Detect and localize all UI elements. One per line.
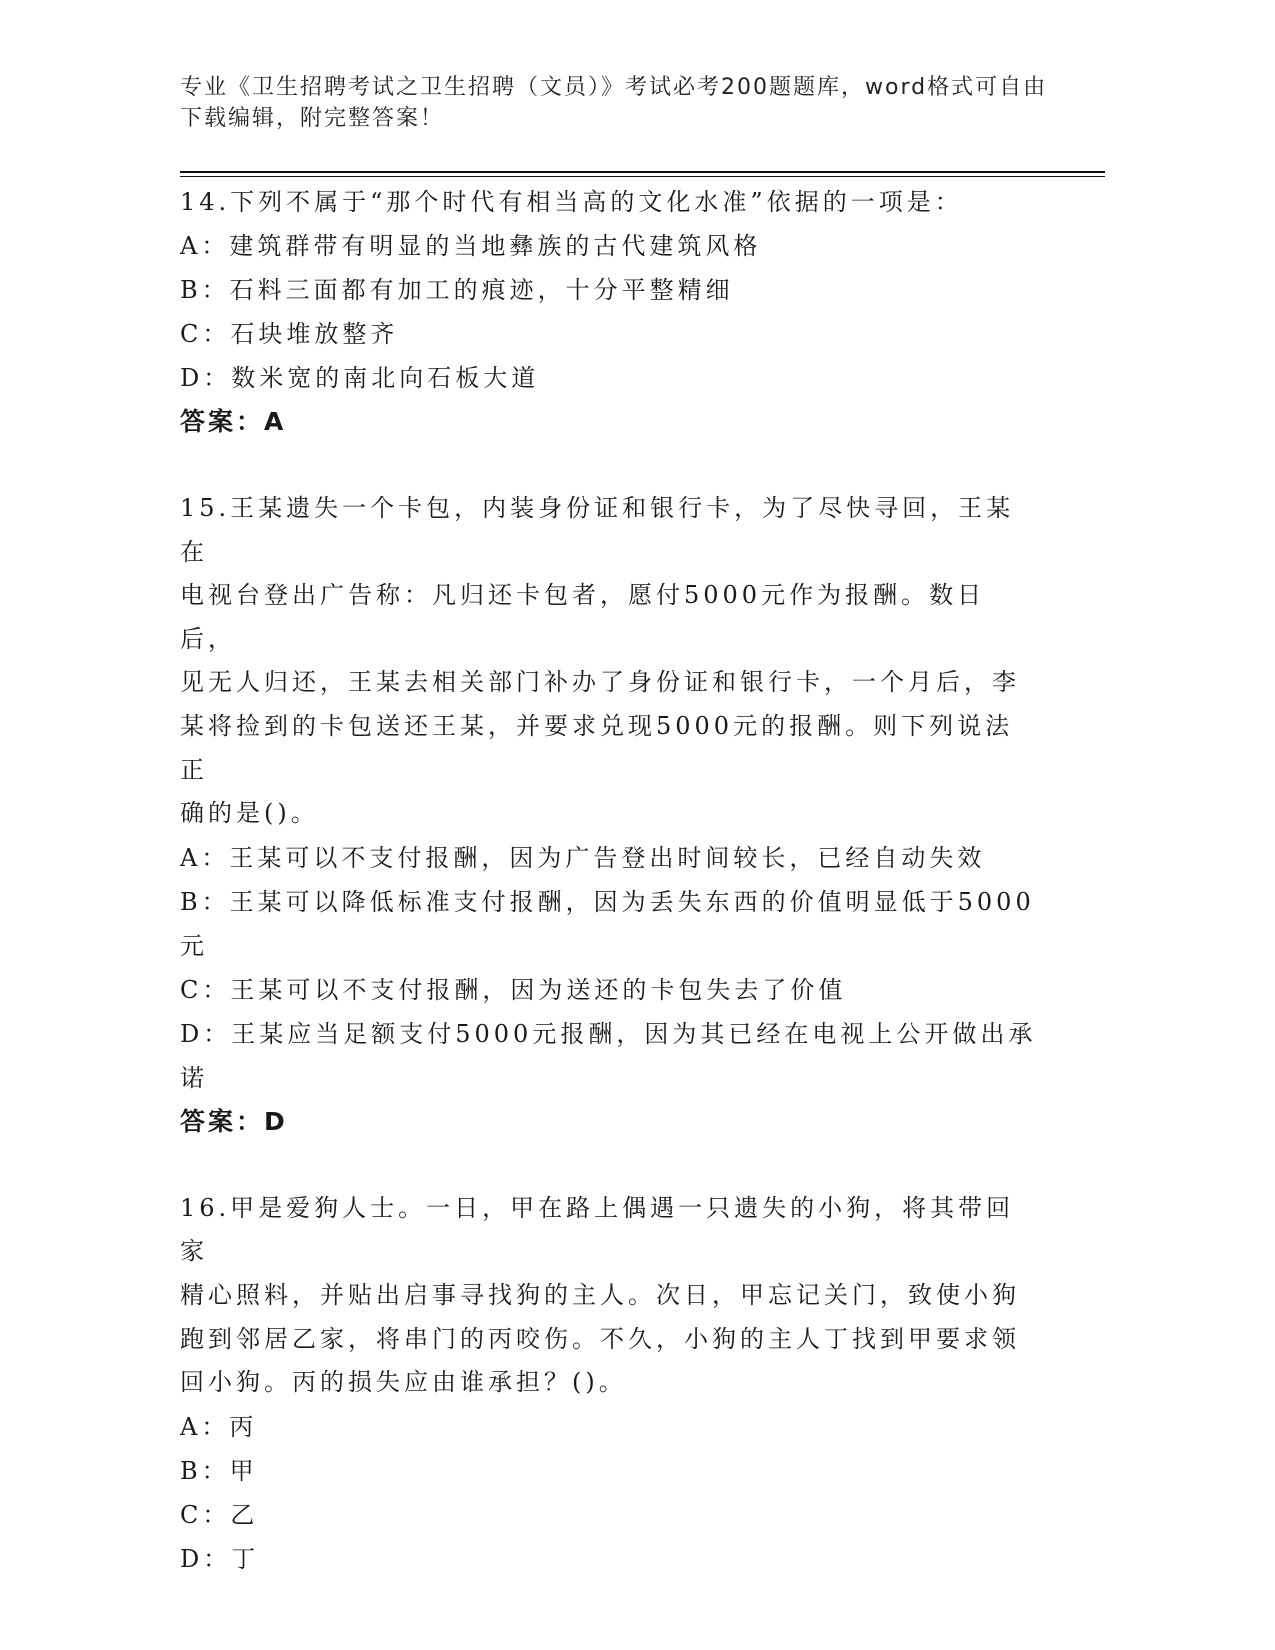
question-16 [180, 1187, 1030, 1581]
question-stem-line: 精心照料，并贴出启事寻找狗的主人。次日，甲忘记关门，致使小狗 [180, 1280, 1020, 1309]
option-d: D：丁 [180, 1544, 260, 1573]
question-spacer [180, 1144, 1030, 1187]
question-stem-line: 16.甲是爱狗人士。一日，甲在路上偶遇一只遗失的小狗，将其带回家 [180, 1193, 1015, 1266]
question-spacer [180, 444, 1030, 487]
answer-line: 答案：D [180, 1106, 288, 1136]
option-b: B：甲 [180, 1456, 258, 1485]
question-14 [180, 180, 1030, 444]
option-a: A：王某可以不支付报酬，因为广告登出时间较长，已经自动失效 [180, 843, 986, 872]
question-stem-line: 确的是()。 [180, 799, 319, 828]
document-header: 专业《卫生招聘考试之卫生招聘（文员）》考试必考200题题库，word格式可自由下载编辑，附完整答案！ [180, 75, 1048, 131]
option-b: B：王某可以降低标准支付报酬，因为丢失东西的价值明显低于5000 [180, 887, 1035, 916]
question-stem-line: 电视台登出广告称：凡归还卡包者，愿付5000元作为报酬。数日后， [180, 581, 986, 653]
option-d-continued: 诺 [180, 1063, 208, 1092]
option-c: C：乙 [180, 1500, 259, 1529]
question-list [180, 180, 1037, 1581]
answer-line: 答案：A [180, 407, 287, 436]
question-stem-line: 见无人归还，王某去相关部门补办了身份证和银行卡，一个月后，李 [180, 668, 1020, 697]
option-d: D：数米宽的南北向石板大道 [180, 364, 540, 392]
option-c: C：王某可以不支付报酬，因为送还的卡包失去了价值 [180, 975, 847, 1004]
question-stem-line: 跑到邻居乙家，将串门的丙咬伤。不久，小狗的主人丁找到甲要求领 [180, 1324, 1020, 1353]
question-stem-line: 14.下列不属于“那个时代有相当高的文化水准”依据的一项是： [180, 188, 963, 216]
option-a: A：丙 [180, 1412, 258, 1441]
option-a: A：建筑群带有明显的当地彝族的古代建筑风格 [180, 232, 762, 260]
option-b-continued: 元 [180, 931, 208, 960]
option-c: C：石块堆放整齐 [180, 320, 399, 348]
header-rule-thin [180, 176, 1105, 177]
question-stem-line: 某将捡到的卡包送还王某，并要求兑现5000元的报酬。则下列说法正 [180, 711, 1014, 784]
question-15 [180, 487, 1037, 1144]
question-stem-line: 回小狗。丙的损失应由谁承担？()。 [180, 1368, 627, 1397]
header-rule-thick [180, 171, 1105, 173]
question-stem-line: 15.王某遗失一个卡包，内装身份证和银行卡，为了尽快寻回，王某在 [180, 494, 1015, 566]
option-d: D：王某应当足额支付5000元报酬，因为其已经在电视上公开做出承 [180, 1019, 1037, 1048]
option-b: B：石料三面都有加工的痕迹，十分平整精细 [180, 276, 734, 304]
